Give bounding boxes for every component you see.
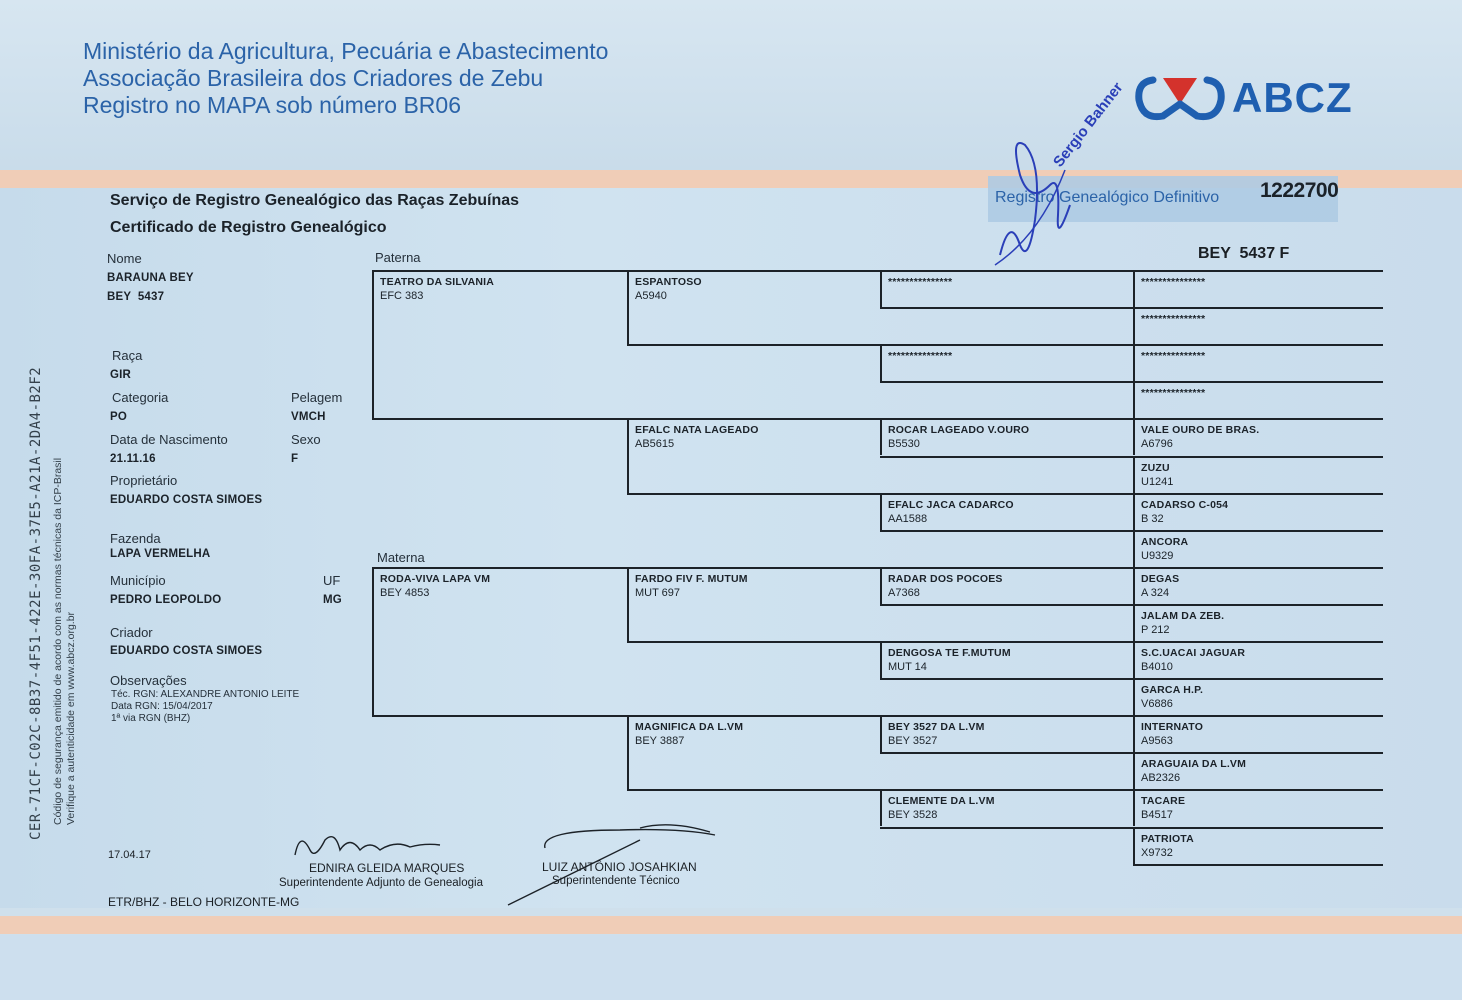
ancestor-name: ***************: [888, 276, 953, 288]
ancestor-name: RADAR DOS POCOES: [888, 572, 1003, 585]
ancestor-registration: B4010: [1141, 661, 1173, 673]
ancestor-name: TACARE: [1141, 795, 1186, 808]
gen2-cell: [635, 424, 759, 450]
coat-value: VMCH: [291, 411, 326, 423]
stamp-text: Sergio Bahner: [1050, 79, 1127, 171]
notes-line-1: Téc. RGN: ALEXANDRE ANTONIO LEITE: [111, 689, 300, 700]
ancestor-registration: B5530: [888, 438, 920, 451]
gen3-cell: [888, 573, 1003, 599]
gen4-cell: [1141, 573, 1179, 599]
ancestor-name: ***************: [1141, 350, 1206, 363]
ancestor-registration: B 32: [1141, 512, 1164, 525]
animal-code: BEY 5437 F: [1198, 245, 1290, 262]
gen3-cell: [888, 721, 985, 747]
gen1-vertical-line: [372, 567, 374, 715]
gen4-top-line: [1133, 493, 1383, 495]
farm-label: Fazenda: [110, 531, 161, 546]
gen3-bottom-line: [880, 307, 1133, 309]
service-title: Serviço de Registro Genealógico das Raças Zebuínas: [110, 192, 520, 209]
gen4-top-line: [1133, 567, 1383, 569]
gen3-vertical-line: [880, 789, 882, 826]
breeder-value: EDUARDO COSTA SIMOES: [110, 645, 263, 657]
gen4-vertical-line: [1133, 456, 1135, 493]
ancestor-registration: BEY 3887: [635, 735, 685, 748]
ancestor-name: DEGAS: [1141, 572, 1180, 585]
gen4-cell: [1141, 684, 1203, 710]
abcz-logo-text: ABCZ: [1232, 74, 1353, 121]
birth-value: 21.11.16: [110, 453, 156, 465]
gen4-vertical-line: [1133, 344, 1135, 381]
birth-label: Data de Nascimento: [110, 432, 228, 447]
dam-cell: [380, 573, 490, 599]
gen4-top-line: [1133, 344, 1383, 346]
gen3-vertical-line: [880, 270, 882, 307]
ancestor-name: ANCORA: [1141, 535, 1189, 548]
ancestor-name: ***************: [1141, 313, 1206, 326]
gen1-top-line: [372, 270, 627, 272]
gen4-vertical-line: [1133, 678, 1135, 715]
name-code: BEY 5437: [107, 291, 165, 303]
gen3-top-line: [880, 789, 1133, 791]
signature-1-name: EDNIRA GLEIDA MARQUES: [309, 861, 465, 875]
gen3-cell: [888, 276, 952, 290]
notes-label: Observações: [110, 673, 187, 688]
category-label: Categoria: [112, 390, 169, 405]
signature-2-title: Superintendente Técnico: [552, 875, 680, 887]
ministry-line-3: Registro no MAPA sob número BR06: [83, 92, 461, 118]
ancestor-name: MAGNIFICA DA L.VM: [635, 721, 744, 734]
gen2-cell: [635, 276, 702, 302]
ancestor-registration: MUT 697: [635, 586, 681, 599]
ancestor-registration: X9732: [1141, 846, 1173, 859]
category-value: PO: [110, 411, 128, 423]
gen2-vertical-line: [627, 418, 629, 492]
ancestor-name: FARDO FIV F. MUTUM: [635, 572, 748, 585]
gen4-vertical-line: [1133, 418, 1135, 455]
gen3-top-line: [880, 418, 1133, 420]
ancestor-registration: BEY 3528: [888, 809, 938, 822]
office-location: ETR/BHZ - BELO HORIZONTE-MG: [108, 895, 300, 909]
gen4-cell: [1141, 387, 1205, 401]
gen4-vertical-line: [1133, 604, 1135, 641]
bottom-stripe: [0, 916, 1462, 934]
gen1-top-line: [372, 567, 627, 569]
ancestor-name: EFALC JACA CADARCO: [888, 498, 1014, 511]
abcz-logo-icon: [1135, 70, 1225, 126]
ancestor-name: ZUZU: [1141, 461, 1170, 474]
gen4-cell: [1141, 795, 1185, 821]
gen2-vertical-line: [627, 567, 629, 641]
sire-cell: [380, 276, 494, 302]
ancestor-registration: V6886: [1141, 698, 1173, 711]
security-note: [52, 458, 78, 825]
ministry-header: [83, 38, 608, 119]
gen2-cell: [635, 573, 748, 599]
gen3-top-line: [880, 270, 1133, 272]
gen4-vertical-line: [1133, 530, 1135, 567]
gen2-cell: [635, 721, 743, 747]
gen4-top-line: [1133, 381, 1383, 383]
gen3-cell: [888, 350, 952, 364]
gen3-vertical-line: [880, 567, 882, 604]
gen3-vertical-line: [880, 641, 882, 678]
ancestor-registration: A6796: [1141, 438, 1173, 451]
gen3-bottom-line: [880, 381, 1133, 383]
gen3-vertical-line: [880, 344, 882, 381]
notes-text: [111, 689, 299, 725]
sex-label: Sexo: [291, 432, 321, 447]
bottom-background: [0, 935, 1462, 1000]
ancestor-registration: B4517: [1141, 809, 1173, 822]
registry-number: 1222700: [1260, 179, 1339, 202]
gen4-cell: [1141, 313, 1205, 327]
city-value: PEDRO LEOPOLDO: [110, 594, 222, 606]
ancestor-registration: MUT 14: [888, 661, 927, 673]
ancestor-name: EFALC NATA LAGEADO: [635, 424, 759, 437]
ancestor-registration: EFC 383: [380, 290, 424, 302]
uf-label: UF: [323, 573, 341, 588]
gen2-top-line: [627, 567, 880, 569]
ancestor-name: BEY 3527 DA L.VM: [888, 721, 985, 734]
gen4-cell: [1141, 536, 1188, 562]
ministry-line-2: Associação Brasileira dos Criadores de Zebu: [83, 65, 544, 91]
signature-2-name: LUIZ ANTÔNIO JOSAHKIAN: [542, 860, 697, 874]
notes-line-2: Data RGN: 15/04/2017: [111, 701, 213, 712]
registry-label: Registro Genealógico Definitivo: [995, 189, 1220, 206]
ancestor-name: S.C.UACAI JAGUAR: [1141, 647, 1246, 659]
gen3-bottom-line: [880, 456, 1133, 458]
gen4-bottom-line: [1133, 864, 1383, 866]
security-note-1: Código de segurança emitido de acordo com as normas técnicas da ICP-Brasil: [52, 457, 64, 825]
gen4-cell: [1141, 276, 1205, 290]
owner-label: Proprietário: [110, 473, 178, 488]
gen4-cell: [1141, 610, 1224, 636]
gen3-vertical-line: [880, 418, 882, 455]
gen4-top-line: [1133, 530, 1383, 532]
ancestor-name: ***************: [888, 350, 953, 363]
gen4-cell: [1141, 758, 1246, 784]
certificate-title: Certificado de Registro Genealógico: [110, 219, 387, 236]
name-value: BARAUNA BEY: [107, 272, 194, 284]
gen2-bottom-line: [627, 344, 880, 346]
ancestor-registration: A7368: [888, 586, 920, 599]
gen4-vertical-line: [1133, 270, 1135, 307]
gen4-cell: [1141, 499, 1228, 525]
gen4-vertical-line: [1133, 381, 1135, 418]
ancestor-name: CLEMENTE DA L.VM: [888, 795, 995, 808]
gen3-bottom-line: [880, 604, 1133, 606]
gen3-vertical-line: [880, 715, 882, 752]
gen4-vertical-line: [1133, 752, 1135, 789]
gen3-bottom-line: [880, 752, 1133, 754]
gen4-vertical-line: [1133, 789, 1135, 826]
gen4-cell: [1141, 647, 1245, 673]
ancestor-registration: U1241: [1141, 475, 1174, 488]
issue-date: 17.04.17: [108, 849, 151, 861]
security-note-2: Verifique a autenticidade em www.abcz.org.br: [65, 611, 77, 825]
signature-1-title: Superintendente Adjunto de Genealogia: [279, 877, 483, 889]
gen4-top-line: [1133, 604, 1383, 606]
ancestor-registration: A 324: [1141, 586, 1170, 599]
gen3-top-line: [880, 641, 1133, 643]
gen4-cell: [1141, 462, 1173, 488]
paterna-label: Paterna: [375, 250, 421, 265]
gen3-vertical-line: [880, 493, 882, 530]
gen2-top-line: [627, 270, 880, 272]
gen4-top-line: [1133, 641, 1383, 643]
ancestor-name: VALE OURO DE BRAS.: [1141, 424, 1260, 437]
gen2-bottom-line: [627, 641, 880, 643]
gen3-top-line: [880, 344, 1133, 346]
ancestor-name: GARCA H.P.: [1141, 684, 1204, 697]
gen4-top-line: [1133, 456, 1383, 458]
gen3-cell: [888, 647, 1011, 673]
breeder-label: Criador: [110, 625, 153, 640]
gen4-top-line: [1133, 307, 1383, 309]
gen4-vertical-line: [1133, 827, 1135, 864]
signature-2-icon: [500, 800, 740, 910]
gen2-top-line: [627, 715, 880, 717]
gen3-top-line: [880, 715, 1133, 717]
gen3-bottom-line: [880, 678, 1133, 680]
coat-label: Pelagem: [291, 390, 343, 405]
gen4-top-line: [1133, 418, 1383, 420]
gen4-cell: [1141, 721, 1203, 747]
ancestor-name: CADARSO C-054: [1141, 498, 1229, 511]
gen3-cell: [888, 499, 1014, 525]
gen4-vertical-line: [1133, 493, 1135, 530]
ancestor-name: PATRIOTA: [1141, 832, 1194, 845]
ancestor-name: ROCAR LAGEADO V.OURO: [888, 424, 1030, 437]
gen3-top-line: [880, 567, 1133, 569]
ancestor-registration: BEY 3527: [888, 735, 938, 748]
gen4-cell: [1141, 833, 1194, 859]
gen4-vertical-line: [1133, 567, 1135, 604]
sex-value: F: [291, 453, 299, 465]
security-code: CER-71CF-C02C-8B37-4F51-422E-30FA-37E5-A21A-2DA4-B2F2: [28, 366, 44, 840]
owner-value: EDUARDO COSTA SIMOES: [110, 494, 263, 506]
ancestor-name: RODA-VIVA LAPA VM: [380, 572, 491, 585]
ancestor-name: ***************: [1141, 276, 1206, 288]
ancestor-registration: BEY 4853: [380, 586, 430, 599]
ancestor-name: ARAGUAIA DA L.VM: [1141, 758, 1247, 771]
gen2-bottom-line: [627, 789, 880, 791]
breed-value: GIR: [110, 369, 132, 381]
gen3-bottom-line: [880, 827, 1133, 829]
ancestor-name: JALAM DA ZEB.: [1141, 609, 1225, 622]
ancestor-name: ***************: [1141, 387, 1206, 400]
gen4-cell: [1141, 350, 1205, 364]
ancestor-registration: P 212: [1141, 623, 1170, 636]
city-label: Município: [110, 573, 166, 588]
name-label: Nome: [107, 251, 142, 266]
gen2-vertical-line: [627, 270, 629, 344]
gen4-top-line: [1133, 678, 1383, 680]
notes-line-3: 1ª via RGN (BHZ): [111, 713, 191, 724]
gen2-vertical-line: [627, 715, 629, 789]
ancestor-registration: A5940: [635, 290, 667, 302]
gen4-vertical-line: [1133, 641, 1135, 678]
gen4-top-line: [1133, 270, 1383, 272]
ancestor-name: TEATRO DA SILVANIA: [380, 276, 495, 288]
ancestor-name: INTERNATO: [1141, 721, 1204, 734]
gen4-vertical-line: [1133, 307, 1135, 344]
ancestor-registration: A9563: [1141, 735, 1173, 748]
gen1-bottom-line: [372, 418, 627, 420]
ministry-line-1: Ministério da Agricultura, Pecuária e Abastecimento: [83, 38, 609, 64]
ancestor-registration: AB5615: [635, 438, 675, 451]
breed-label: Raça: [112, 348, 143, 363]
ancestor-registration: U9329: [1141, 549, 1174, 562]
gen1-bottom-line: [372, 715, 627, 717]
gen3-cell: [888, 424, 1029, 450]
gen3-cell: [888, 795, 995, 821]
materna-label: Materna: [377, 550, 425, 565]
uf-value: MG: [323, 594, 342, 606]
gen3-bottom-line: [880, 530, 1133, 532]
gen2-bottom-line: [627, 493, 880, 495]
ancestor-name: DENGOSA TE F.MUTUM: [888, 647, 1011, 659]
gen4-cell: [1141, 424, 1259, 450]
ancestor-registration: AA1588: [888, 512, 928, 525]
ancestor-registration: AB2326: [1141, 772, 1181, 785]
gen3-top-line: [880, 493, 1133, 495]
farm-value: LAPA VERMELHA: [110, 548, 211, 560]
gen4-top-line: [1133, 752, 1383, 754]
gen1-vertical-line: [372, 270, 374, 418]
gen4-top-line: [1133, 789, 1383, 791]
gen2-top-line: [627, 418, 880, 420]
gen4-top-line: [1133, 827, 1383, 829]
gen4-top-line: [1133, 715, 1383, 717]
ancestor-name: ESPANTOSO: [635, 276, 702, 288]
gen4-vertical-line: [1133, 715, 1135, 752]
